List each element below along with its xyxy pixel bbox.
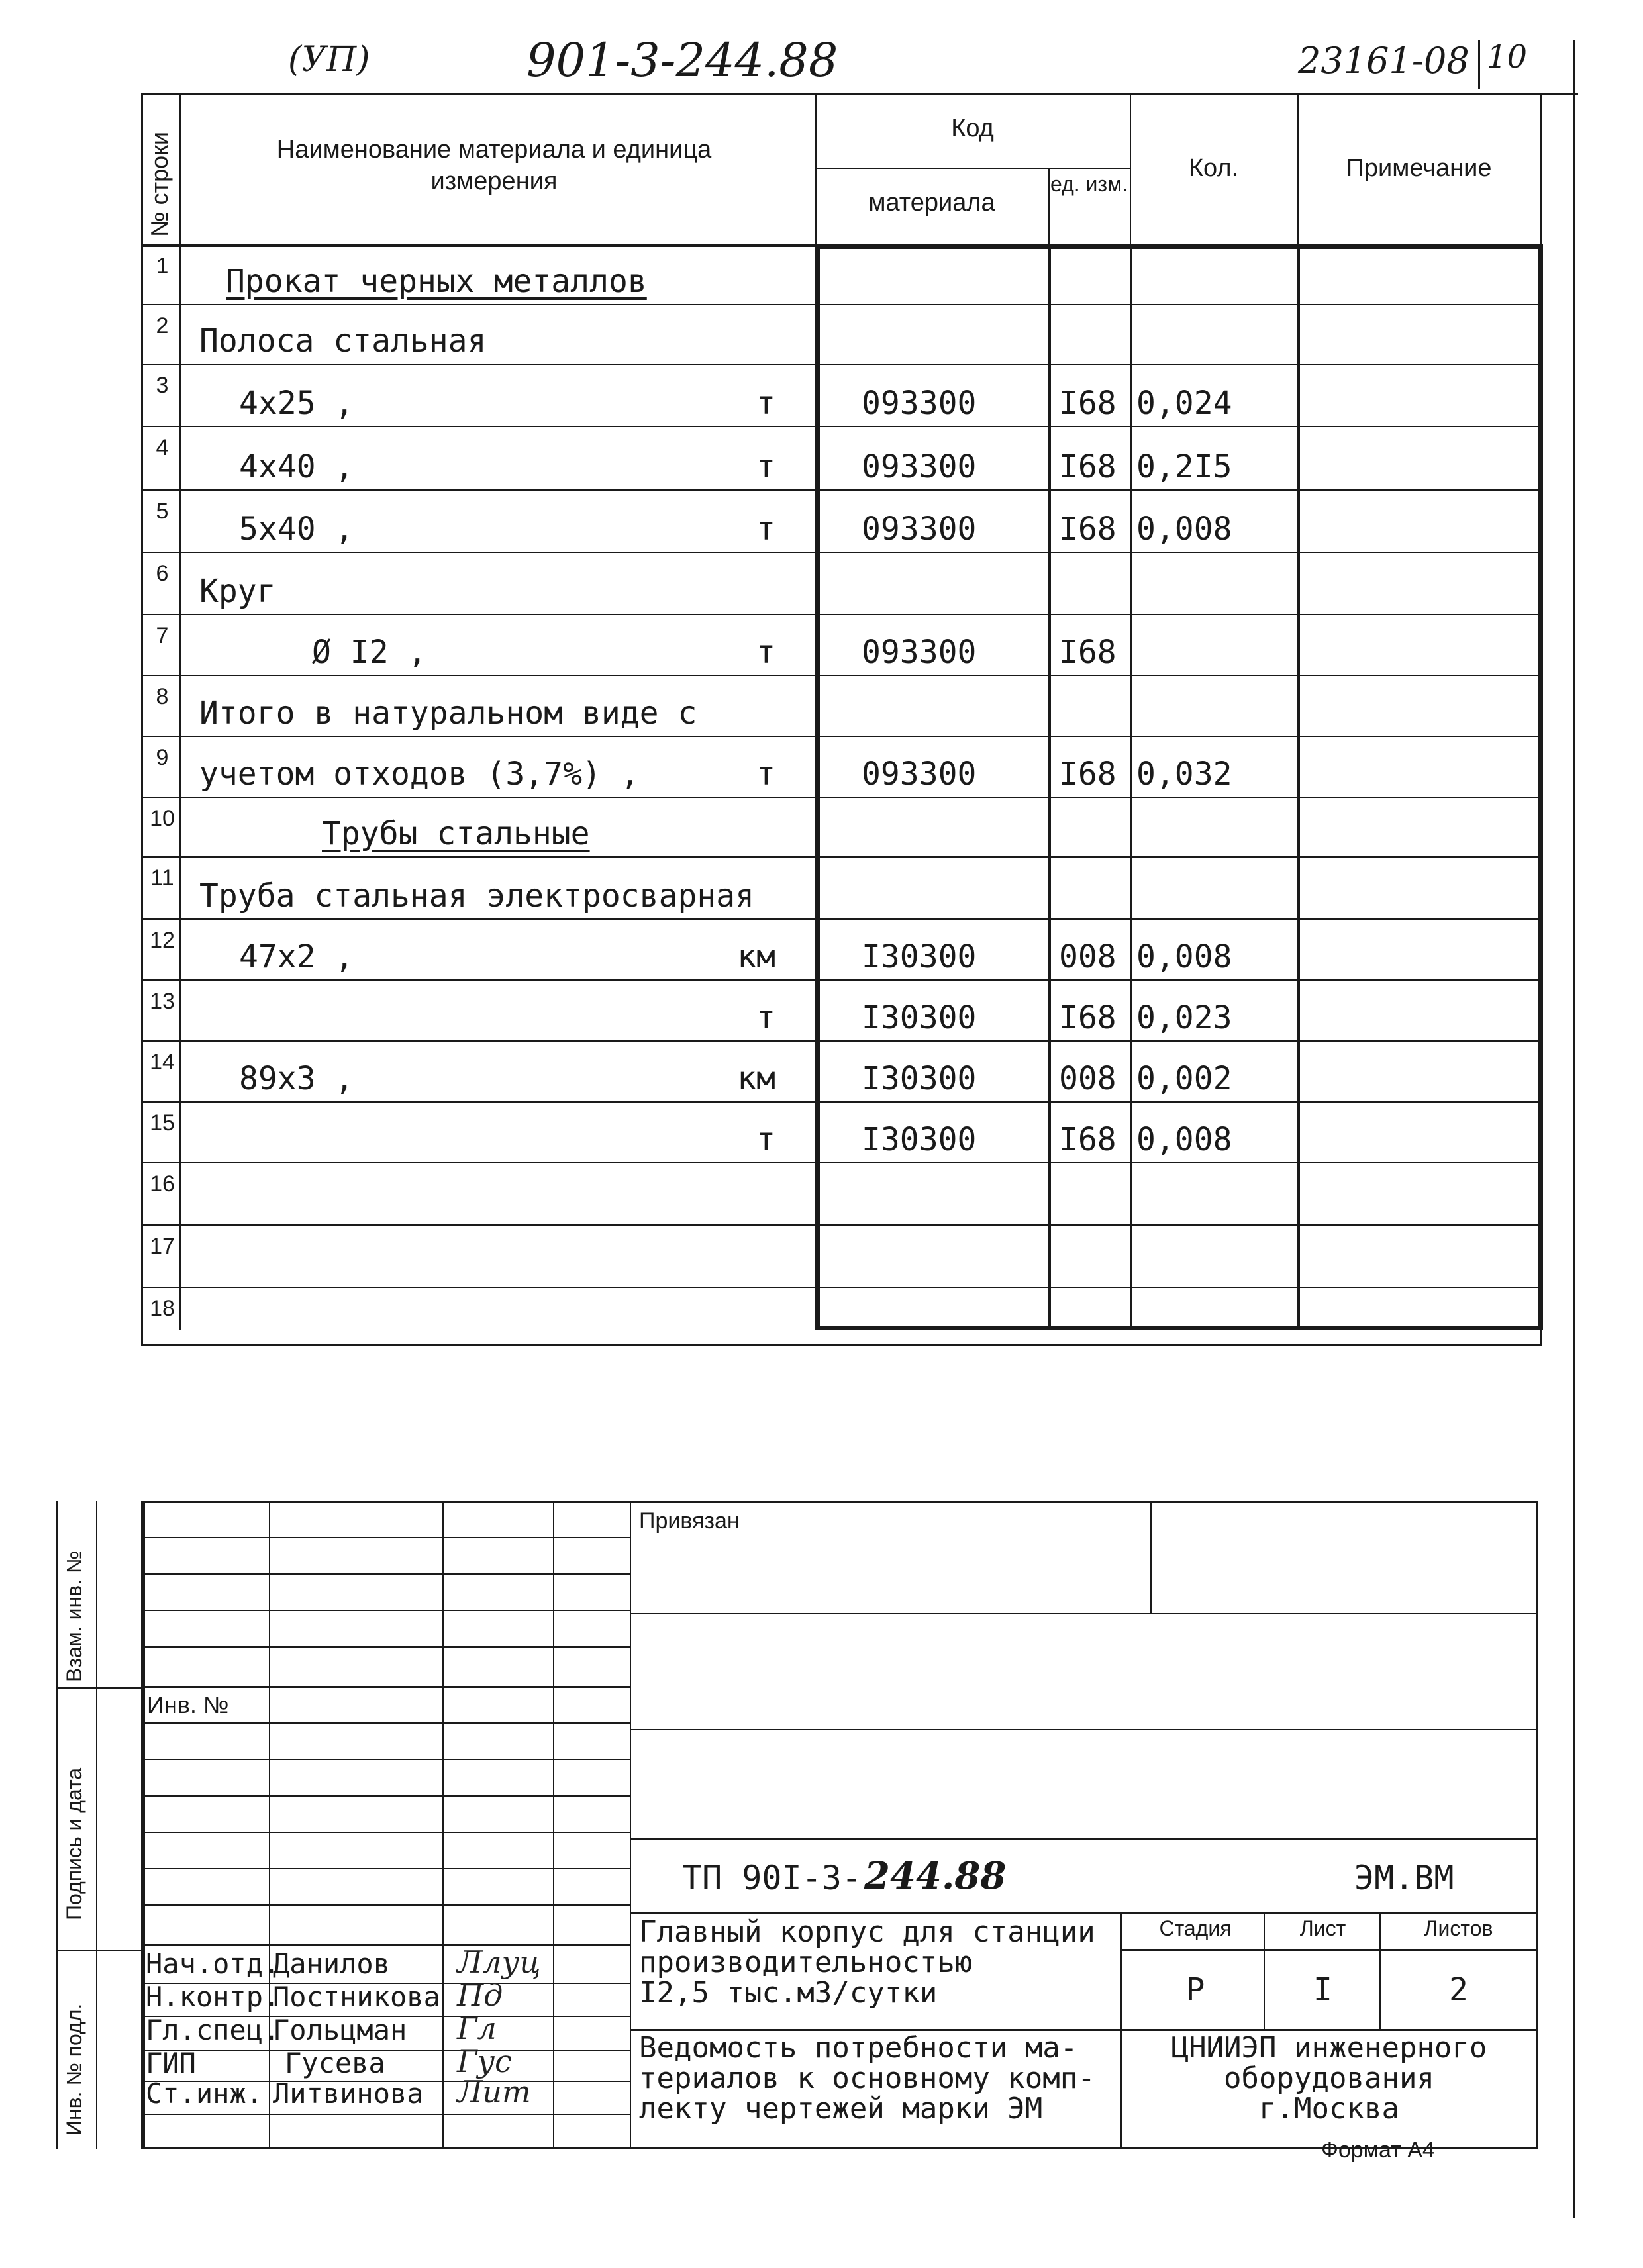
material-name: Круг xyxy=(199,573,276,610)
signer-name: Гусева xyxy=(285,2047,385,2079)
side-strip-divider-inner xyxy=(96,1501,97,2149)
tb-stage-header: Стадия xyxy=(1159,1916,1232,1940)
unit-code: 008 xyxy=(1059,1060,1117,1097)
unit-name: т xyxy=(756,448,775,485)
code-subheader-line xyxy=(815,168,1130,169)
tb-sheet-header: Лист xyxy=(1299,1916,1346,1940)
unit-code: I68 xyxy=(1059,385,1117,422)
header-material-code: материала xyxy=(868,189,995,217)
doc-title-line: лекту чертежей марки ЭМ xyxy=(639,2092,1043,2126)
page-mark-divider xyxy=(1478,40,1480,89)
material-name: 4х25 , xyxy=(239,385,354,422)
signer-signature: Гус xyxy=(457,2044,512,2079)
unit-name: т xyxy=(756,756,775,793)
row-number: 9 xyxy=(156,745,169,770)
quantity: 0,024 xyxy=(1136,385,1232,422)
row-number: 11 xyxy=(150,865,174,891)
side-inv-podl: Инв. № подл. xyxy=(62,2003,86,2136)
org-line: оборудования xyxy=(1224,2061,1434,2095)
signer-role: Н.контр. xyxy=(146,1981,280,2013)
material-name: Труба стальная электросварная xyxy=(199,877,755,914)
signer-name: Данилов xyxy=(273,1948,391,1980)
object-line: производительностью xyxy=(639,1946,973,1979)
tb-sheets-header: Листов xyxy=(1424,1916,1493,1940)
row-number: 5 xyxy=(156,499,169,524)
doc-title-line: Ведомость потребности ма- xyxy=(639,2031,1078,2065)
material-name: 89х3 , xyxy=(239,1060,354,1097)
signer-signature: Гл xyxy=(457,2010,497,2046)
stamp-label: (УП) xyxy=(288,40,370,79)
row-number: 3 xyxy=(156,373,169,398)
tb-sheets-value: 2 xyxy=(1449,1971,1468,2008)
page-mark: 10 xyxy=(1487,38,1528,75)
quantity: 0,008 xyxy=(1136,1121,1232,1158)
material-code: 093300 xyxy=(862,634,977,671)
side-line-1 xyxy=(56,1687,141,1689)
signer-role: ГИП xyxy=(146,2047,196,2079)
material-name: 4х40 , xyxy=(239,448,354,485)
unit-name: т xyxy=(756,999,775,1036)
material-code: 093300 xyxy=(862,448,977,485)
material-code: I30300 xyxy=(862,999,977,1036)
header-note: Примечание xyxy=(1346,154,1492,182)
row-number: 1 xyxy=(156,254,169,279)
material-name: Итого в натуральном виде с xyxy=(199,695,697,732)
unit-name: т xyxy=(756,1121,775,1158)
side-line-2 xyxy=(56,1950,141,1951)
doc-code-handwritten: 901-3-244.88 xyxy=(526,33,838,87)
signer-name: Литвинова xyxy=(273,2077,424,2110)
row-number: 7 xyxy=(156,623,169,648)
unit-code: I68 xyxy=(1059,999,1117,1036)
material-name: Ø I2 , xyxy=(312,634,427,671)
row-number: 18 xyxy=(150,1296,175,1321)
unit-name: т xyxy=(756,634,775,671)
tb-mark: ЭМ.ВМ xyxy=(1354,1859,1454,1897)
row-number: 4 xyxy=(156,435,169,460)
row-number: 14 xyxy=(150,1050,175,1075)
signer-role: Ст.инж. xyxy=(146,2077,264,2110)
material-code: 093300 xyxy=(862,385,977,422)
material-name: Трубы стальные xyxy=(322,815,590,852)
side-podpis-data: Подпись и дата xyxy=(62,1767,86,1920)
header-quantity: Кол. xyxy=(1188,154,1239,182)
signer-signature: Лит xyxy=(457,2074,531,2110)
unit-code: I68 xyxy=(1059,756,1117,793)
unit-code: I68 xyxy=(1059,634,1117,671)
unit-name: км xyxy=(737,1060,775,1097)
signer-name: Постникова xyxy=(273,1981,440,2013)
material-code: 093300 xyxy=(862,756,977,793)
row-number: 2 xyxy=(156,313,169,338)
tb-doc-number-prefix: ТП 90I-3- xyxy=(682,1859,862,1897)
header-code: Код xyxy=(951,115,994,142)
col-divider-rownum xyxy=(179,95,181,1330)
row-number: 10 xyxy=(150,806,175,831)
signer-role: Нач.отд. xyxy=(146,1948,280,1980)
org-line: г.Москва xyxy=(1259,2092,1399,2126)
quantity: 0,008 xyxy=(1136,511,1232,548)
quantity: 0,032 xyxy=(1136,756,1232,793)
signer-signature: Ллуц xyxy=(457,1944,541,1980)
unit-name: т xyxy=(756,385,775,422)
signer-name: Гольцман xyxy=(273,2014,407,2046)
object-line: Главный корпус для станции xyxy=(639,1915,1095,1949)
material-code: I30300 xyxy=(862,1121,977,1158)
material-code: I30300 xyxy=(862,1060,977,1097)
doc-title-line: териалов к основному комп- xyxy=(639,2061,1095,2095)
row-number: 6 xyxy=(156,561,169,586)
archive-number: 23161-08 xyxy=(1298,40,1469,81)
material-name: учетом отходов (3,7%) , xyxy=(199,756,640,793)
row-number: 15 xyxy=(150,1110,175,1136)
unit-code: I68 xyxy=(1059,511,1117,548)
materials-table xyxy=(141,95,1542,1344)
unit-code: 008 xyxy=(1059,938,1117,975)
material-name: Прокат черных металлов xyxy=(226,263,647,300)
format-label: Формат А4 xyxy=(1321,2138,1435,2163)
tb-left-grid xyxy=(141,1501,631,2149)
org-line: ЦНИИЭП инженерного xyxy=(1171,2031,1487,2065)
unit-name: т xyxy=(756,511,775,548)
material-name: 5х40 , xyxy=(239,511,354,548)
row-number: 13 xyxy=(150,989,175,1014)
header-row-number: № строки xyxy=(146,131,173,237)
row-number: 16 xyxy=(150,1171,175,1197)
row-number: 8 xyxy=(156,684,169,709)
object-line: I2,5 тыс.м3/сутки xyxy=(639,1976,938,2010)
quantity: 0,008 xyxy=(1136,938,1232,975)
tb-privyazan: Привязан xyxy=(639,1508,740,1534)
header-unit: ед. изм. xyxy=(1050,172,1128,196)
tb-doc-number-hand: 244.88 xyxy=(864,1854,1007,1898)
signer-role: Гл.спец. xyxy=(146,2014,280,2046)
table-bottom-line xyxy=(141,1344,1542,1346)
signer-signature: Пд xyxy=(457,1977,503,2013)
quantity: 0,2I5 xyxy=(1136,448,1232,485)
side-vzam-inv: Взам. инв. № xyxy=(62,1550,86,1682)
data-area-bold-frame xyxy=(815,244,1543,1330)
material-name: 47х2 , xyxy=(239,938,354,975)
unit-code: I68 xyxy=(1059,448,1117,485)
tb-inv-no: Инв. № xyxy=(147,1691,229,1718)
row-number: 17 xyxy=(150,1234,175,1259)
quantity: 0,002 xyxy=(1136,1060,1232,1097)
unit-code: I68 xyxy=(1059,1121,1117,1158)
quantity: 0,023 xyxy=(1136,999,1232,1036)
tb-sheet-value: I xyxy=(1313,1971,1332,2008)
unit-name: км xyxy=(737,938,775,975)
material-name: Полоса стальная xyxy=(199,322,487,360)
row-number: 12 xyxy=(150,928,175,953)
material-code: I30300 xyxy=(862,938,977,975)
material-code: 093300 xyxy=(862,511,977,548)
frame-right-line xyxy=(1573,40,1575,2218)
header-material-name: Наименование материала и единица измерения xyxy=(276,136,712,195)
tb-stage-value: Р xyxy=(1185,1971,1205,2008)
